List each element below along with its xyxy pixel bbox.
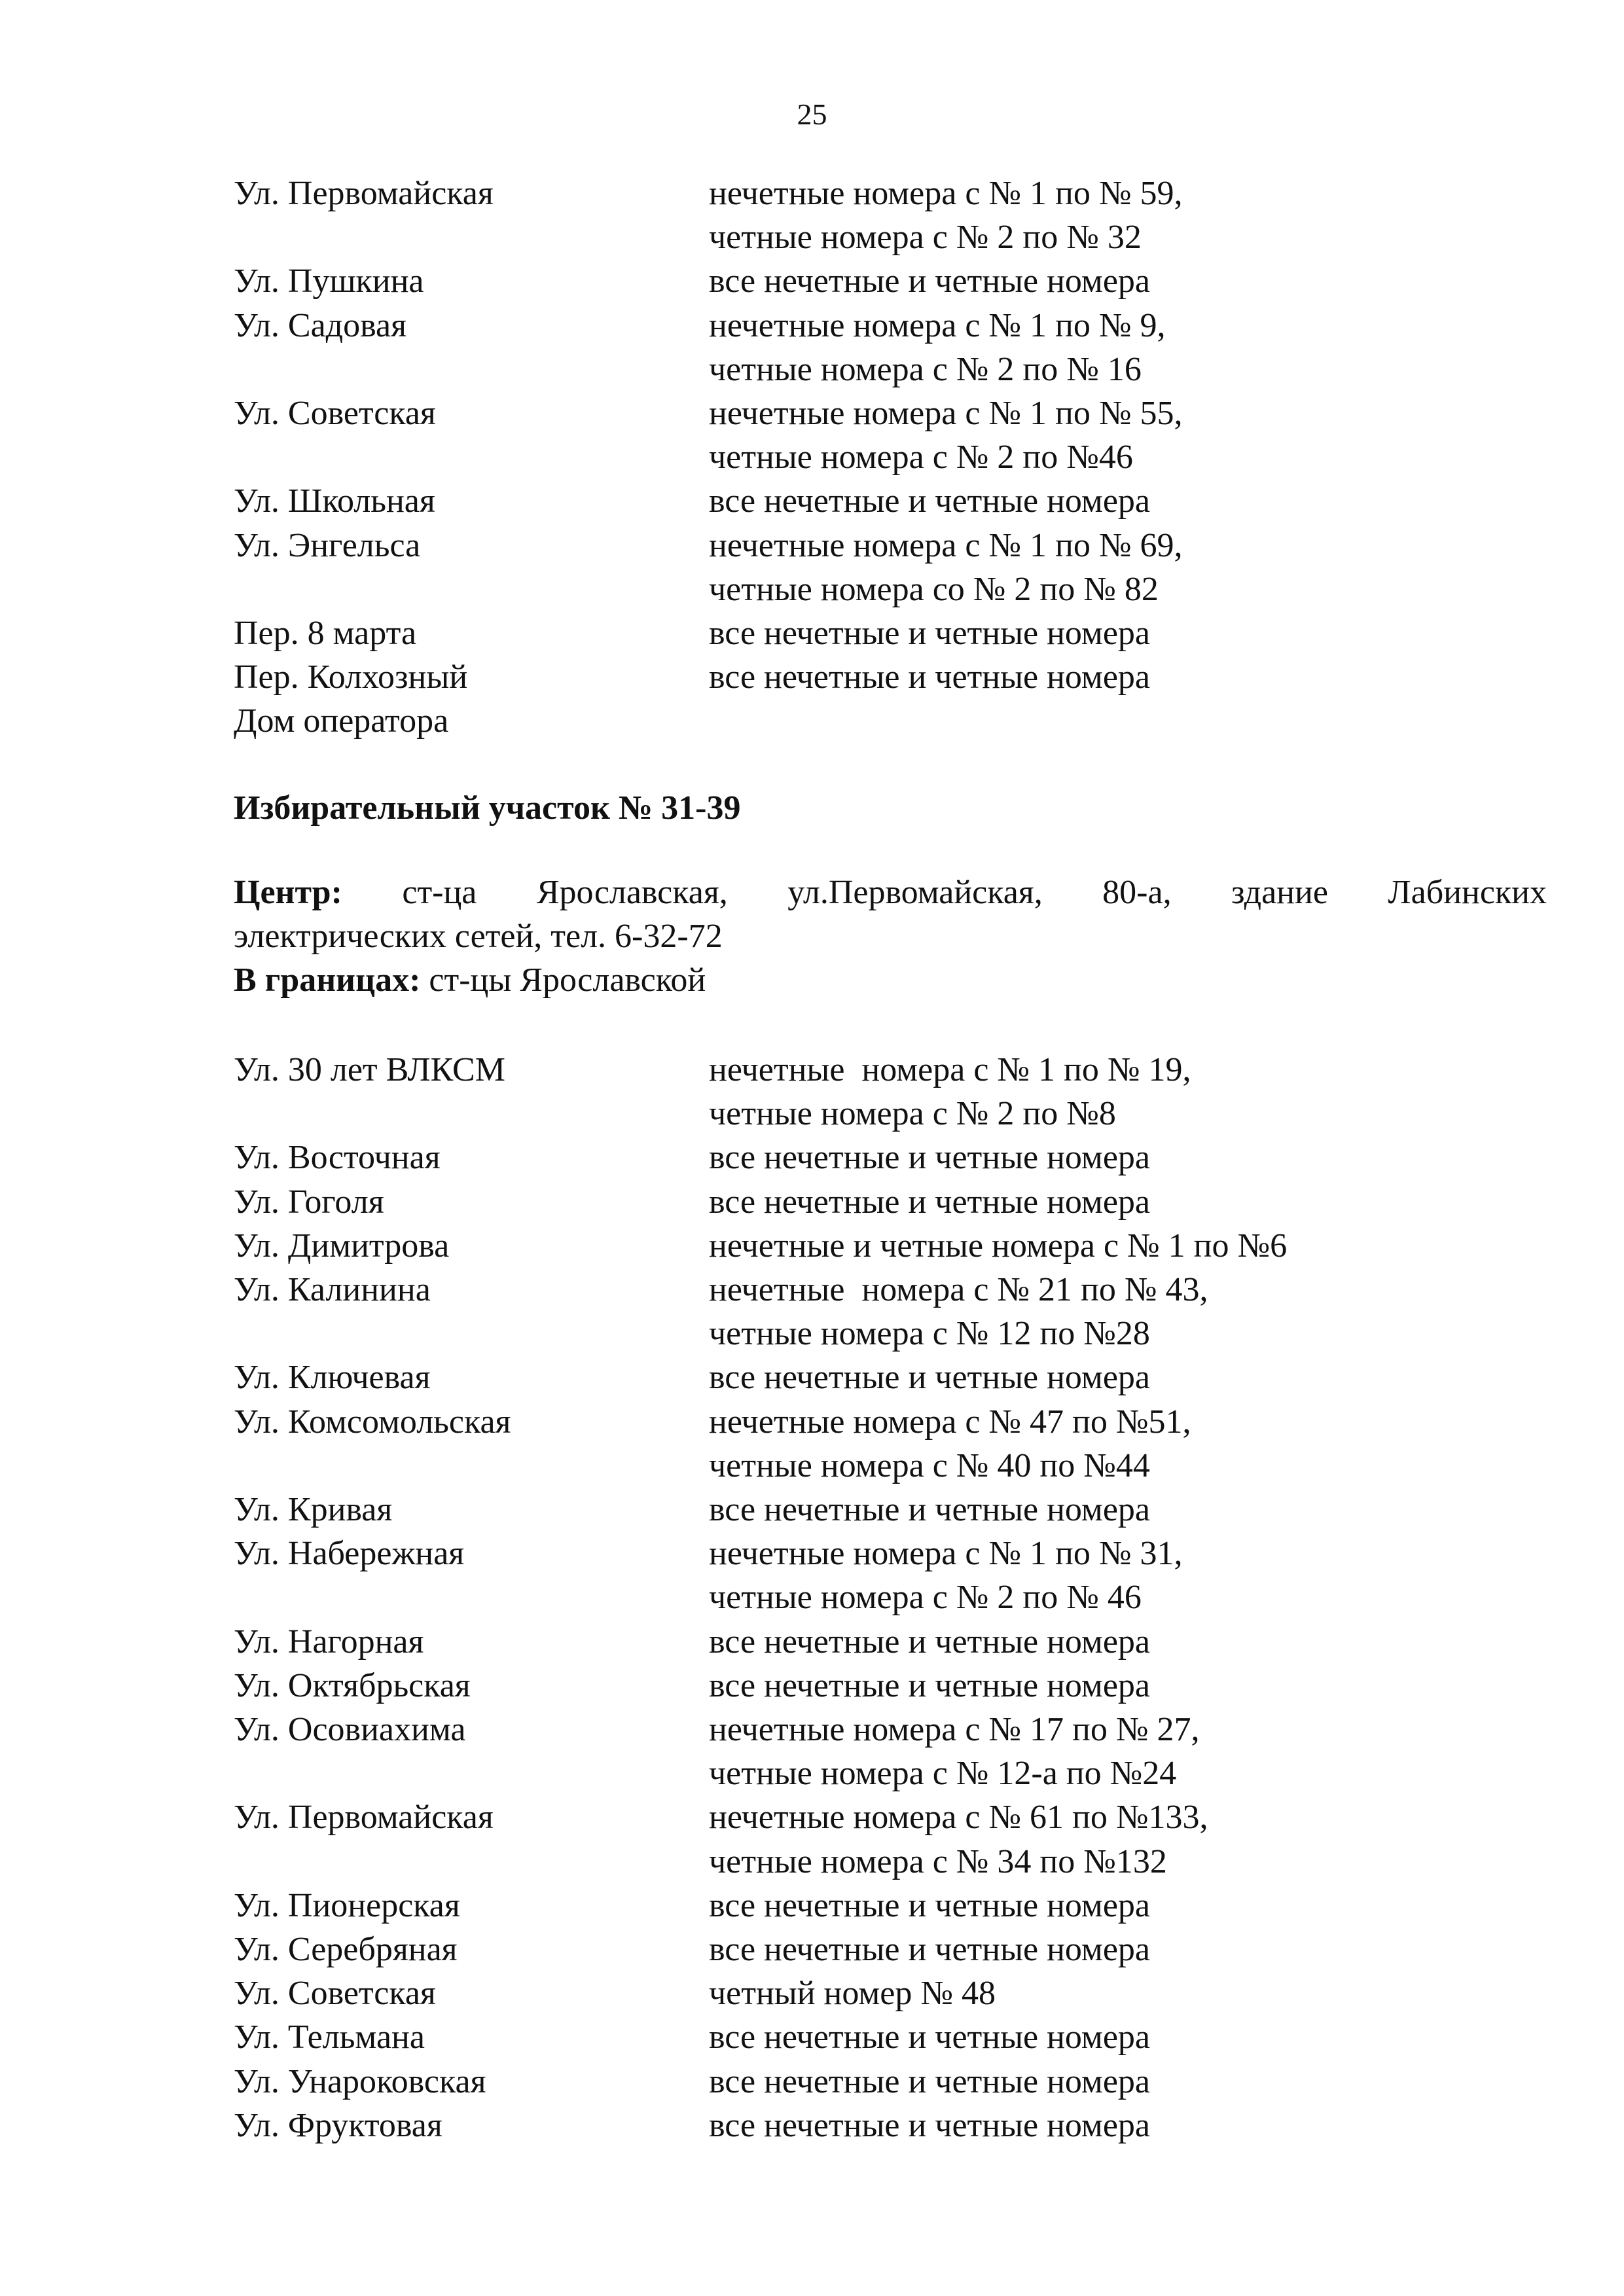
street-row <box>234 1224 1547 1268</box>
street-row <box>234 1795 1547 1883</box>
house-range: все нечетные и четные номера <box>709 1139 1150 1177</box>
house-ranges <box>709 1971 1547 2015</box>
street-row <box>234 1620 1547 1664</box>
street-row <box>234 391 1547 479</box>
street-name: Ул. Кривая <box>234 1491 393 1529</box>
house-ranges <box>709 1620 1547 1664</box>
house-ranges <box>709 479 1547 523</box>
house-ranges <box>709 1048 1547 1136</box>
house-ranges <box>709 524 1547 611</box>
house-range: четные номера с № 2 по № 32 <box>709 219 1142 257</box>
street-row <box>234 2060 1547 2104</box>
street-name: Ул. Пушкина <box>234 262 424 300</box>
house-range: нечетные номера с № 47 по №51, <box>709 1403 1191 1441</box>
house-ranges <box>709 1664 1547 1708</box>
street-row <box>234 304 1547 391</box>
house-ranges <box>709 699 1547 743</box>
house-range: четный номер № 48 <box>709 1975 996 2013</box>
bounds-text: ст-цы Ярославской <box>420 961 706 999</box>
house-range: нечетные номера с № 1 по № 69, <box>709 526 1183 564</box>
house-range: нечетные номера с № 61 по №133, <box>709 1799 1208 1837</box>
house-range: четные номера с № 40 по №44 <box>709 1446 1150 1484</box>
street-name: Ул. Серебряная <box>234 1931 458 1969</box>
center-line <box>234 870 1547 914</box>
house-range: нечетные номера с № 21 по № 43, <box>709 1271 1208 1309</box>
house-ranges <box>709 1928 1547 1971</box>
street-row <box>234 1884 1547 1928</box>
house-ranges <box>709 611 1547 655</box>
center-address-continued: электрических сетей, тел. 6-32-72 <box>234 918 723 955</box>
house-range: нечетные номера с № 1 по № 31, <box>709 1535 1183 1573</box>
street-name: Пер. 8 марта <box>234 615 417 653</box>
house-range: нечетные и четные номера с № 1 по №6 <box>709 1227 1288 1265</box>
street-name: Ул. Советская <box>234 395 436 433</box>
house-ranges <box>709 1400 1547 1488</box>
house-range: нечетные номера с № 1 по № 59, <box>709 175 1183 212</box>
street-name: Ул. Комсомольская <box>234 1403 511 1441</box>
house-ranges <box>709 1136 1547 1179</box>
house-ranges <box>709 391 1547 479</box>
house-ranges <box>709 1708 1547 1795</box>
house-range: нечетные номера с № 1 по № 19, <box>709 1051 1191 1088</box>
house-ranges <box>709 1224 1547 1268</box>
street-name: Ул. Ключевая <box>234 1359 431 1397</box>
house-range: все нечетные и четные номера <box>709 1491 1150 1529</box>
house-range: четные номера со № 2 по № 82 <box>709 570 1159 608</box>
street-name: Ул. Осовиахима <box>234 1711 466 1749</box>
street-row <box>234 1488 1547 1532</box>
street-row <box>234 1708 1547 1795</box>
street-name: Ул. Первомайская <box>234 1799 494 1837</box>
house-range: все нечетные и четные номера <box>709 658 1150 696</box>
house-ranges <box>709 171 1547 259</box>
street-row <box>234 171 1547 259</box>
house-ranges <box>709 2104 1547 2147</box>
street-row <box>234 259 1547 303</box>
street-name: Ул. Унароковская <box>234 2062 486 2100</box>
street-name: Ул. Гоголя <box>234 1183 384 1221</box>
house-range: четные номера с № 2 по №8 <box>709 1095 1116 1133</box>
street-name: Ул. Восточная <box>234 1139 441 1177</box>
street-row <box>234 1664 1547 1708</box>
street-name: Ул. Нагорная <box>234 1623 424 1660</box>
house-ranges <box>709 1355 1547 1399</box>
house-range: все нечетные и четные номера <box>709 1183 1150 1221</box>
street-row <box>234 1180 1547 1224</box>
bounds-label: В границах: <box>234 961 421 999</box>
street-row <box>234 611 1547 655</box>
house-range: нечетные номера с № 1 по № 55, <box>709 395 1183 433</box>
precinct-info <box>234 870 1547 1002</box>
street-row <box>234 479 1547 523</box>
house-ranges <box>709 655 1547 699</box>
street-name: Ул. Димитрова <box>234 1227 450 1265</box>
house-range: все нечетные и четные номера <box>709 1886 1150 1924</box>
street-name: Ул. Школьная <box>234 482 435 520</box>
street-name: Ул. 30 лет ВЛКСМ <box>234 1051 505 1088</box>
house-ranges <box>709 2015 1547 2059</box>
center-label: Центр: <box>234 874 342 911</box>
house-range: все нечетные и четные номера <box>709 1359 1150 1397</box>
house-range: четные номера с № 2 по №46 <box>709 439 1133 476</box>
center-word: ст-ца <box>402 874 477 911</box>
house-range: все нечетные и четные номера <box>709 615 1150 653</box>
house-ranges <box>709 304 1547 391</box>
street-row <box>234 1928 1547 1971</box>
street-name: Ул. Советская <box>234 1975 436 2013</box>
street-list-top <box>234 171 1547 744</box>
center-word: здание <box>1231 874 1328 911</box>
street-row <box>234 1971 1547 2015</box>
street-row <box>234 2104 1547 2147</box>
house-ranges <box>709 2060 1547 2104</box>
street-name: Ул. Фруктовая <box>234 2106 442 2144</box>
house-ranges <box>709 1488 1547 1532</box>
street-name: Ул. Пионерская <box>234 1886 460 1924</box>
street-row <box>234 1136 1547 1179</box>
street-name: Ул. Первомайская <box>234 175 494 212</box>
house-range: четные номера с № 2 по № 16 <box>709 350 1142 388</box>
street-row <box>234 1268 1547 1355</box>
house-ranges <box>709 1795 1547 1883</box>
street-name: Дом оператора <box>234 702 449 740</box>
house-range: четные номера с № 2 по № 46 <box>709 1579 1142 1617</box>
house-range: все нечетные и четные номера <box>709 1931 1150 1969</box>
street-name: Ул. Набережная <box>234 1535 465 1573</box>
house-range: четные номера с № 34 по №132 <box>709 1842 1167 1880</box>
house-range: все нечетные и четные номера <box>709 262 1150 300</box>
street-name: Ул. Садовая <box>234 306 406 344</box>
street-name: Ул. Тельмана <box>234 2018 425 2056</box>
street-row <box>234 1048 1547 1136</box>
street-name: Пер. Колхозный <box>234 658 468 696</box>
house-range: все нечетные и четные номера <box>709 2062 1150 2100</box>
house-range: все нечетные и четные номера <box>709 1666 1150 1704</box>
center-word: Лабинских <box>1388 874 1547 911</box>
house-range: нечетные номера с № 1 по № 9, <box>709 306 1166 344</box>
house-range: все нечетные и четные номера <box>709 2018 1150 2056</box>
precinct-title: Избирательный участок № 31-39 <box>234 789 741 827</box>
street-name: Ул. Энгельса <box>234 526 421 564</box>
street-row <box>234 524 1547 611</box>
street-row <box>234 1532 1547 1619</box>
street-name: Ул. Октябрьская <box>234 1666 471 1704</box>
street-row <box>234 2015 1547 2059</box>
street-row <box>234 655 1547 699</box>
bounds-line <box>234 958 1547 1002</box>
house-range: все нечетные и четные номера <box>709 1623 1150 1660</box>
house-ranges <box>709 1268 1547 1355</box>
street-row <box>234 699 1547 743</box>
house-ranges <box>709 1532 1547 1619</box>
street-row <box>234 1355 1547 1399</box>
house-range: нечетные номера с № 17 по № 27, <box>709 1711 1200 1749</box>
house-range: все нечетные и четные номера <box>709 2106 1150 2144</box>
house-range: все нечетные и четные номера <box>709 482 1150 520</box>
house-ranges <box>709 259 1547 303</box>
street-name: Ул. Калинина <box>234 1271 431 1309</box>
page-number: 25 <box>797 98 827 131</box>
house-ranges <box>709 1884 1547 1928</box>
street-list-bottom <box>234 1048 1547 2147</box>
street-row <box>234 1400 1547 1488</box>
house-range: четные номера с № 12 по №28 <box>709 1315 1150 1353</box>
center-word: ул.Первомайская, <box>787 874 1043 911</box>
center-word: Ярославская, <box>536 874 728 911</box>
center-word: 80-а, <box>1102 874 1172 911</box>
house-range: четные номера с № 12-а по №24 <box>709 1755 1177 1793</box>
house-ranges <box>709 1180 1547 1224</box>
